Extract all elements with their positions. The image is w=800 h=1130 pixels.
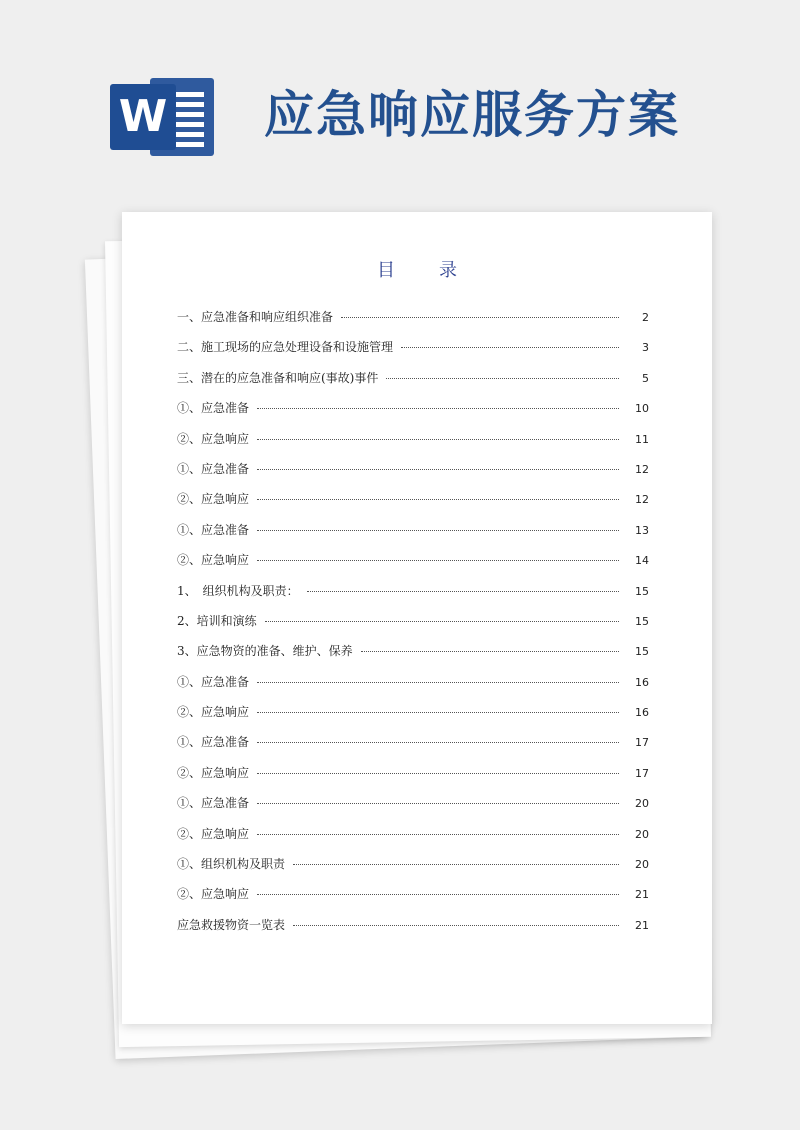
toc-dot-leader	[341, 317, 619, 318]
toc-entry-page-number: 15	[635, 614, 649, 628]
toc-entry-page-number: 2	[642, 311, 649, 324]
toc-entry-label: ①、应急准备	[177, 674, 250, 689]
toc-entry-label: ②、应急响应	[177, 765, 250, 780]
toc-entry[interactable]	[177, 612, 649, 642]
toc-heading-left: 目	[377, 260, 395, 281]
toc-dot-leader	[401, 347, 619, 348]
toc-dot-leader	[257, 439, 619, 440]
toc-entry[interactable]	[177, 308, 649, 338]
toc-dot-leader	[257, 773, 619, 774]
toc-entry-label: ①、应急准备	[177, 401, 250, 416]
toc-dot-leader	[257, 408, 619, 409]
toc-dot-leader	[307, 591, 619, 592]
toc-entry-label: ②、应急响应	[177, 492, 250, 507]
toc-entry-label: ②、应急响应	[177, 826, 250, 841]
toc-entry[interactable]	[177, 855, 649, 885]
toc-heading	[122, 256, 712, 282]
toc-entry-page-number: 16	[635, 706, 649, 720]
toc-entry-page-number: 12	[635, 493, 649, 507]
toc-entry-page-number: 15	[635, 645, 649, 659]
toc-dot-leader	[257, 894, 619, 895]
toc-entry-label: ②、应急响应	[177, 705, 250, 720]
toc-dot-leader	[265, 621, 619, 622]
toc-entry-label: 3、应急物资的准备、维护、保养	[177, 644, 353, 659]
toc-entry-label: 2、培训和演练	[177, 613, 257, 628]
toc-entry-label: 三、潜在的应急准备和响应(事故)事件	[177, 370, 379, 385]
toc-entry-page-number: 16	[635, 675, 649, 689]
document-title: 应急响应服务方案	[264, 86, 680, 144]
toc-entry-label: ①、组织机构及职责	[177, 857, 286, 872]
document-page	[122, 212, 712, 1024]
toc-entry-page-number: 17	[635, 766, 649, 780]
toc-heading-right: 录	[439, 260, 457, 281]
toc-list	[177, 308, 649, 946]
toc-entry[interactable]	[177, 430, 649, 460]
toc-entry-label: ②、应急响应	[177, 431, 250, 446]
toc-dot-leader	[257, 499, 619, 500]
toc-entry-label: ②、应急响应	[177, 887, 250, 902]
toc-dot-leader	[386, 378, 619, 379]
toc-entry-page-number: 3	[642, 341, 649, 355]
toc-entry-page-number: 20	[635, 827, 649, 841]
toc-entry[interactable]	[177, 703, 649, 733]
toc-entry-page-number: 12	[635, 462, 649, 476]
toc-entry[interactable]	[177, 673, 649, 703]
toc-entry-page-number: 11	[635, 432, 649, 446]
toc-entry[interactable]	[177, 399, 649, 429]
toc-entry-page-number: 20	[635, 797, 649, 811]
toc-entry[interactable]	[177, 490, 649, 520]
toc-entry-page-number: 10	[635, 402, 649, 416]
toc-entry[interactable]	[177, 825, 649, 855]
toc-dot-leader	[293, 925, 619, 926]
toc-entry-page-number: 15	[635, 584, 649, 598]
toc-entry[interactable]	[177, 733, 649, 763]
toc-entry-label: 二、施工现场的应急处理设备和设施管理	[177, 340, 394, 355]
toc-entry[interactable]	[177, 582, 649, 612]
toc-entry[interactable]	[177, 369, 649, 399]
toc-dot-leader	[257, 469, 619, 470]
word-document-icon	[110, 78, 214, 156]
toc-entry-page-number: 17	[635, 736, 649, 750]
toc-entry-page-number: 5	[642, 371, 649, 385]
toc-dot-leader	[257, 742, 619, 743]
toc-entry-label: ①、应急准备	[177, 461, 250, 476]
header	[0, 0, 800, 200]
toc-entry-label: 1、 组织机构及职责：	[177, 583, 299, 598]
toc-entry[interactable]	[177, 338, 649, 368]
toc-entry-page-number: 14	[635, 554, 649, 568]
toc-entry[interactable]	[177, 916, 649, 946]
toc-entry-label: 应急救援物资一览表	[177, 917, 286, 932]
word-icon-letter: W	[110, 84, 176, 150]
toc-dot-leader	[257, 682, 619, 683]
toc-entry-label: ②、应急响应	[177, 553, 250, 568]
toc-entry-label: ①、应急准备	[177, 796, 250, 811]
toc-entry[interactable]	[177, 794, 649, 824]
toc-entry-page-number: 13	[635, 523, 649, 537]
toc-entry[interactable]	[177, 764, 649, 794]
toc-entry[interactable]	[177, 521, 649, 551]
toc-dot-leader	[257, 560, 619, 561]
toc-entry-page-number: 21	[635, 918, 649, 932]
toc-dot-leader	[257, 712, 619, 713]
toc-entry-label: ①、应急准备	[177, 522, 250, 537]
toc-entry[interactable]	[177, 642, 649, 672]
toc-entry[interactable]	[177, 460, 649, 490]
toc-dot-leader	[257, 530, 619, 531]
toc-entry-page-number: 21	[635, 888, 649, 902]
toc-dot-leader	[257, 834, 619, 835]
toc-entry[interactable]	[177, 885, 649, 915]
toc-entry-label: ①、应急准备	[177, 735, 250, 750]
toc-entry-label: 一、应急准备和响应组织准备	[177, 310, 334, 324]
toc-dot-leader	[293, 864, 619, 865]
toc-entry[interactable]	[177, 551, 649, 581]
toc-dot-leader	[257, 803, 619, 804]
toc-dot-leader	[361, 651, 619, 652]
toc-entry-page-number: 20	[635, 858, 649, 872]
